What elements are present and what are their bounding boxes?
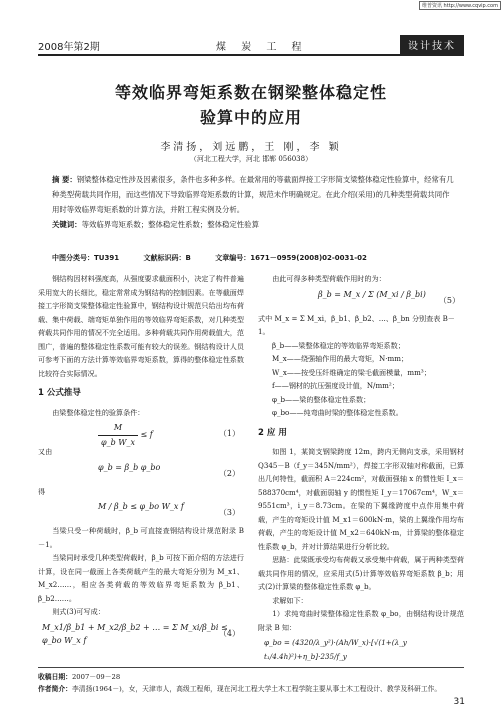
definition-item: φ_bo——纯弯曲时梁的整体稳定性系数。 [272, 408, 403, 417]
paper-title [38, 80, 464, 130]
equation-1 [38, 419, 244, 445]
received-date [38, 671, 464, 683]
footnote [38, 667, 464, 695]
equation-body: M_x1/β_b1 + M_x2/β_b2 + … = Σ M_xi/β_bi ≤ φ_bo W_x f [42, 622, 228, 645]
definition-item: W_x——按受压纤维确定的梁毛截面模量，mm³； [272, 367, 431, 377]
journal-name: 煤 炭 工 程 [216, 42, 308, 53]
paragraph: 思路：此梁既承受均布荷载又承受集中荷载，属于两种类型荷载共同作用的情况，应采用式(5)计算等效临界弯矩系数 β_b；用式(2)计算梁的整体稳定性系数 φ_b。 [258, 555, 464, 591]
equation-number: （5） [438, 295, 460, 305]
received-value: 2007－09－28 [71, 673, 121, 681]
equation-body: β_b = M_x / Σ (M_xi / β_bi) [318, 289, 426, 299]
paragraph: 由梁整体稳定性的验算条件： [52, 407, 145, 417]
paragraph: 由此可得多种类型荷载作用时的为： [272, 274, 386, 283]
paragraph: 当梁只受一种荷载时，β_b 可直接查钢结构设计规范附录 B－1。 [38, 526, 244, 549]
equation-body [98, 421, 153, 449]
equation-4 [38, 619, 244, 645]
fraction [98, 421, 138, 449]
equation-number: （2） [218, 468, 240, 478]
affiliation: （河北工程大学，河北 邯郸 056038） [189, 155, 313, 163]
definition-item: f——钢材的抗压强度设计值，N/mm²； [272, 381, 399, 390]
paragraph: 式中 M_x = Σ M_xi，β_b1、β_b2、…、β_bn 分别查表 B－1。 [258, 313, 455, 336]
keywords [52, 217, 454, 232]
page-number: 31 [453, 697, 465, 707]
title-line-2: 验算中的应用 [199, 108, 302, 127]
paragraph: 如图 1，某简支钢梁跨度 12m，跨内无侧向支承，采用钢材 Q345－B（f_y＝345N/mm²），焊接工字形双轴对称截面，已算出几何特性，截面积 A＝224cm²，对截面强轴 x 的惯性矩 I_x＝588370cm⁴，对截面弱轴 y 的惯性矩 I_y＝17067cm⁴，W_x＝9551cm³，i_y＝8.73cm。在梁的下翼缘跨度中点作用集中荷载，产生的弯矩设计值 M_x1＝600kN·m，梁的上翼缘作用均布荷载，产生的弯矩设计值 M_x2＝640kN·m，计算梁的整体稳定性系数 φ_b，并对计算结果进行分析比较。 [258, 447, 464, 551]
equation-body: φ_b = β_b φ_bo [98, 462, 161, 472]
running-header [38, 36, 464, 56]
equation-number: （4） [218, 628, 240, 638]
issue-label: 2008年第2期 [38, 42, 100, 53]
keywords-text: 等效临界弯矩系数；整体稳定性系数；整体稳定性验算 [81, 220, 259, 229]
title-line-1: 等效临界弯矩系数在钢梁整体稳定性 [114, 83, 387, 102]
definition-item: M_x——绕强轴作用的最大弯矩，N·mm； [272, 354, 409, 363]
keywords-label: 关键词： [52, 220, 82, 229]
section-heading-2: 2 应 用 [258, 427, 287, 438]
paragraph: 求解如下： [272, 595, 308, 605]
denominator: φ_b W_x [101, 437, 135, 447]
intro-paragraph: 钢结构因材料强度高，从强度要求截面积小，决定了构件普遍采用宽大的长细比，稳定常常成为钢结构的控制因素。在等截面焊接工字形简支梁整体稳定性验算中，钢结构设计规范只给出均布荷载、集中荷载、端弯矩单独作用的等效临界弯矩系数，对几种类型荷载共同作用的情况不完全适用。多种荷载共同作用荷载值大，范围广，普遍的整体稳定性系数可能有较大的误差。钢结构设计人员可参考下面的方法计算等效临界弯矩系数，算得的整体稳定性系数比较符合实际情况。 [38, 274, 244, 378]
document-code: 文献标识码：B [143, 254, 191, 262]
column-badge: 设计技术 [400, 35, 464, 54]
paragraph: 当梁同时承受几种类型荷载时，β_b 可按下面介绍的方法进行计算，设在同一截面上各类荷载产生的最大弯矩分别为 M_x1、M_x2……，相应各类荷载的等效临界弯矩系数为 β_b1、β_b2……。 [38, 553, 244, 603]
equation-rhs: ≤ f [140, 430, 153, 439]
definition-list [258, 339, 464, 420]
authors: 李清扬，刘远鹏，王 刚，李 颖 [160, 142, 342, 153]
watermark: 维普资讯 http://www.cqvip.com [419, 1, 501, 10]
equation-2 [38, 459, 244, 485]
numerator: M [98, 421, 138, 436]
received-label: 收稿日期： [38, 673, 72, 681]
author-bio [38, 683, 464, 695]
paragraph: 得 [38, 486, 46, 496]
classification-line [52, 253, 454, 263]
definition-item: β_b——梁整体稳定的等效临界弯矩系数； [272, 340, 405, 350]
author-bio-text: 李清扬(1964－)，女，天津市人，高级工程师，现在河北工程大学土木工程学院主要从事土木工程设计、教学及科研工作。 [71, 685, 442, 693]
definition-item: φ_b——梁的整体稳定性系数； [272, 394, 371, 404]
paragraph: 则式(3)可写成： [52, 607, 105, 616]
article-number: 文章编号：1671－0959(2008)02-0031-02 [215, 254, 367, 262]
author-bio-label: 作者简介： [38, 685, 72, 693]
equation-body: φ_bo = (4320/λ_y²)·(Ah/W_x)·[√(1+(λ_y t₁/4.4h)²)+η_b]·235/f_y [264, 638, 407, 661]
abstract-block [52, 172, 454, 232]
equation-number: （3） [218, 508, 240, 517]
right-column [258, 272, 464, 660]
clc-number: 中图分类号：TU391 [52, 254, 120, 262]
equation-5 [258, 286, 464, 312]
abstract-text: 钢梁整体稳定性涉及因素很多，条件也多种多样。在最常用的等截面焊接工字形简支梁整体稳定性验算中，经常有几种类型荷载共同作用，而这些情况下导致临界弯矩系数的计算，规范未作明确规定。在此介绍(采用)的几种类型荷载共同作用时等效临界弯矩系数的计算方法，并附工程实例及分析。 [52, 175, 454, 214]
abstract-label: 摘 要： [52, 175, 77, 184]
abstract [52, 172, 454, 217]
section-heading-1: 1 公式推导 [38, 388, 81, 398]
paragraph: 又由 [38, 447, 53, 456]
equation-3 [38, 498, 244, 524]
paragraph: 1）求纯弯曲时梁整体稳定性系数 φ_bo，由钢结构设计规范附录 B 知： [258, 609, 464, 632]
equation-body: M / β_b ≤ φ_bo W_x f [98, 502, 184, 511]
equation-6 [258, 634, 464, 660]
equation-number: （1） [218, 429, 240, 438]
left-column [38, 272, 244, 645]
